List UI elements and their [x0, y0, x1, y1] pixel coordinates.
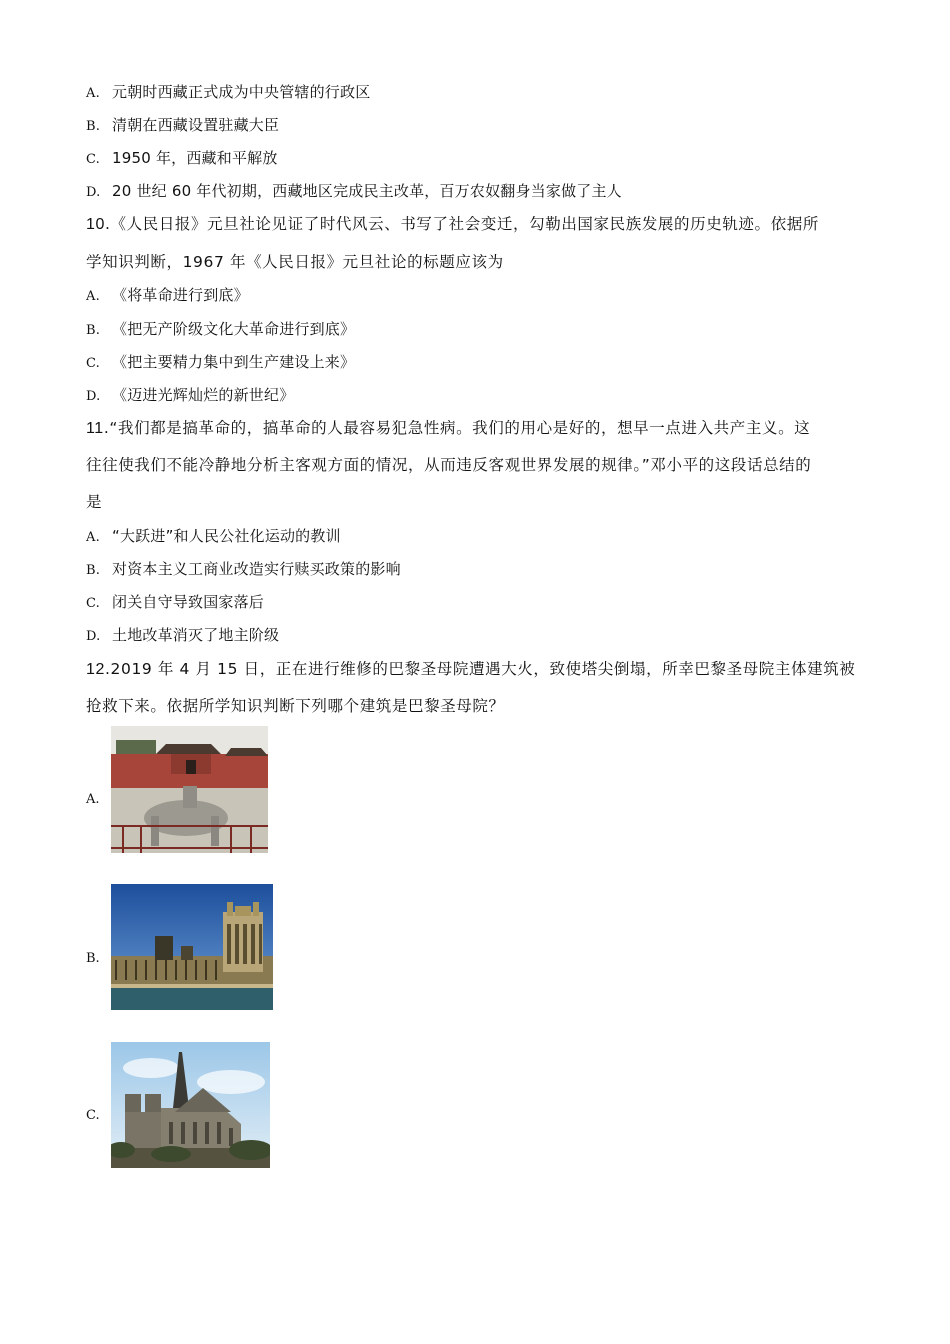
q11-stem-line-3: 是	[86, 493, 103, 511]
question-number: 12	[86, 661, 105, 678]
q11-option-d[interactable]	[86, 625, 279, 647]
option-label: C.	[86, 356, 101, 371]
q12-stem-line-1	[86, 659, 855, 680]
option-label: A.	[86, 792, 100, 807]
notre-dame-photo	[111, 1042, 270, 1168]
option-text: 《将革命进行到底》	[112, 286, 249, 304]
q10-option-a[interactable]	[86, 285, 249, 307]
option-label: D.	[86, 389, 101, 404]
option-text: 1950 年，西藏和平解放	[112, 149, 278, 167]
q11-stem-line-1	[86, 418, 810, 439]
question-text: .2019 年 4 月 15 日，正在进行维修的巴黎圣母院遭遇大火，致使塔尖倒塌，所幸巴黎圣母院主体建筑被	[105, 660, 856, 678]
q12-stem-line-2: 抢救下来。依据所学知识判断下列哪个建筑是巴黎圣母院？	[86, 697, 505, 715]
q10-option-d[interactable]	[86, 385, 294, 407]
q10-option-b[interactable]	[86, 319, 355, 341]
q9-option-d[interactable]	[86, 181, 622, 203]
westminster-palace-photo	[111, 884, 273, 1010]
option-text: 对资本主义工商业改造实行赎买政策的影响	[112, 560, 401, 578]
question-number: 10	[86, 216, 105, 233]
option-text: 元朝时西藏正式成为中央管辖的行政区	[112, 83, 371, 101]
question-text: .“我们都是搞革命的，搞革命的人最容易犯急性病。我们的用心是好的，想早一点进入共产主义。这	[103, 419, 811, 437]
option-label: C.	[86, 152, 101, 167]
option-label: B.	[86, 951, 100, 966]
option-label: D.	[86, 185, 101, 200]
option-label: A.	[86, 289, 100, 304]
option-label: D.	[86, 629, 101, 644]
question-number: 11	[86, 420, 104, 437]
option-label: C.	[86, 596, 101, 611]
option-text: 清朝在西藏设置驻藏大臣	[112, 116, 280, 134]
option-label: C.	[86, 1108, 100, 1123]
q11-option-b[interactable]	[86, 559, 401, 581]
q10-option-c[interactable]	[86, 352, 355, 374]
q9-option-b[interactable]	[86, 115, 279, 137]
q9-option-c[interactable]	[86, 148, 278, 170]
option-label: B.	[86, 119, 101, 134]
option-label: A.	[86, 86, 100, 101]
q9-option-a[interactable]	[86, 82, 370, 104]
option-text: 《把无产阶级文化大革命进行到底》	[112, 320, 356, 338]
option-label: B.	[86, 323, 101, 338]
option-text: 《迈进光辉灿烂的新世纪》	[112, 386, 295, 404]
option-text: 20 世纪 60 年代初期，西藏地区完成民主改革，百万农奴翻身当家做了主人	[112, 182, 622, 200]
option-label: A.	[86, 530, 100, 545]
q11-stem-line-2: 往往使我们不能冷静地分析主客观方面的情况，从而违反客观世界发展的规律。”邓小平的这段话总结的	[86, 456, 812, 474]
option-text: “大跃进”和人民公社化运动的教训	[112, 527, 341, 545]
q10-stem-line-2: 学知识判断，1967 年《人民日报》元旦社论的标题应该为	[86, 253, 504, 271]
question-text: .《人民日报》元旦社论见证了时代风云、书写了社会变迁，勾勒出国家民族发展的历史轨迹。依据所	[105, 215, 819, 233]
q11-option-c[interactable]	[86, 592, 264, 614]
option-text: 《把主要精力集中到生产建设上来》	[112, 353, 356, 371]
white-horse-temple-photo	[111, 726, 268, 853]
q11-option-a[interactable]	[86, 526, 341, 548]
option-text: 土地改革消灭了地主阶级	[112, 626, 280, 644]
option-label: B.	[86, 563, 101, 578]
q10-stem-line-1	[86, 214, 819, 235]
option-text: 闭关自守导致国家落后	[112, 593, 265, 611]
